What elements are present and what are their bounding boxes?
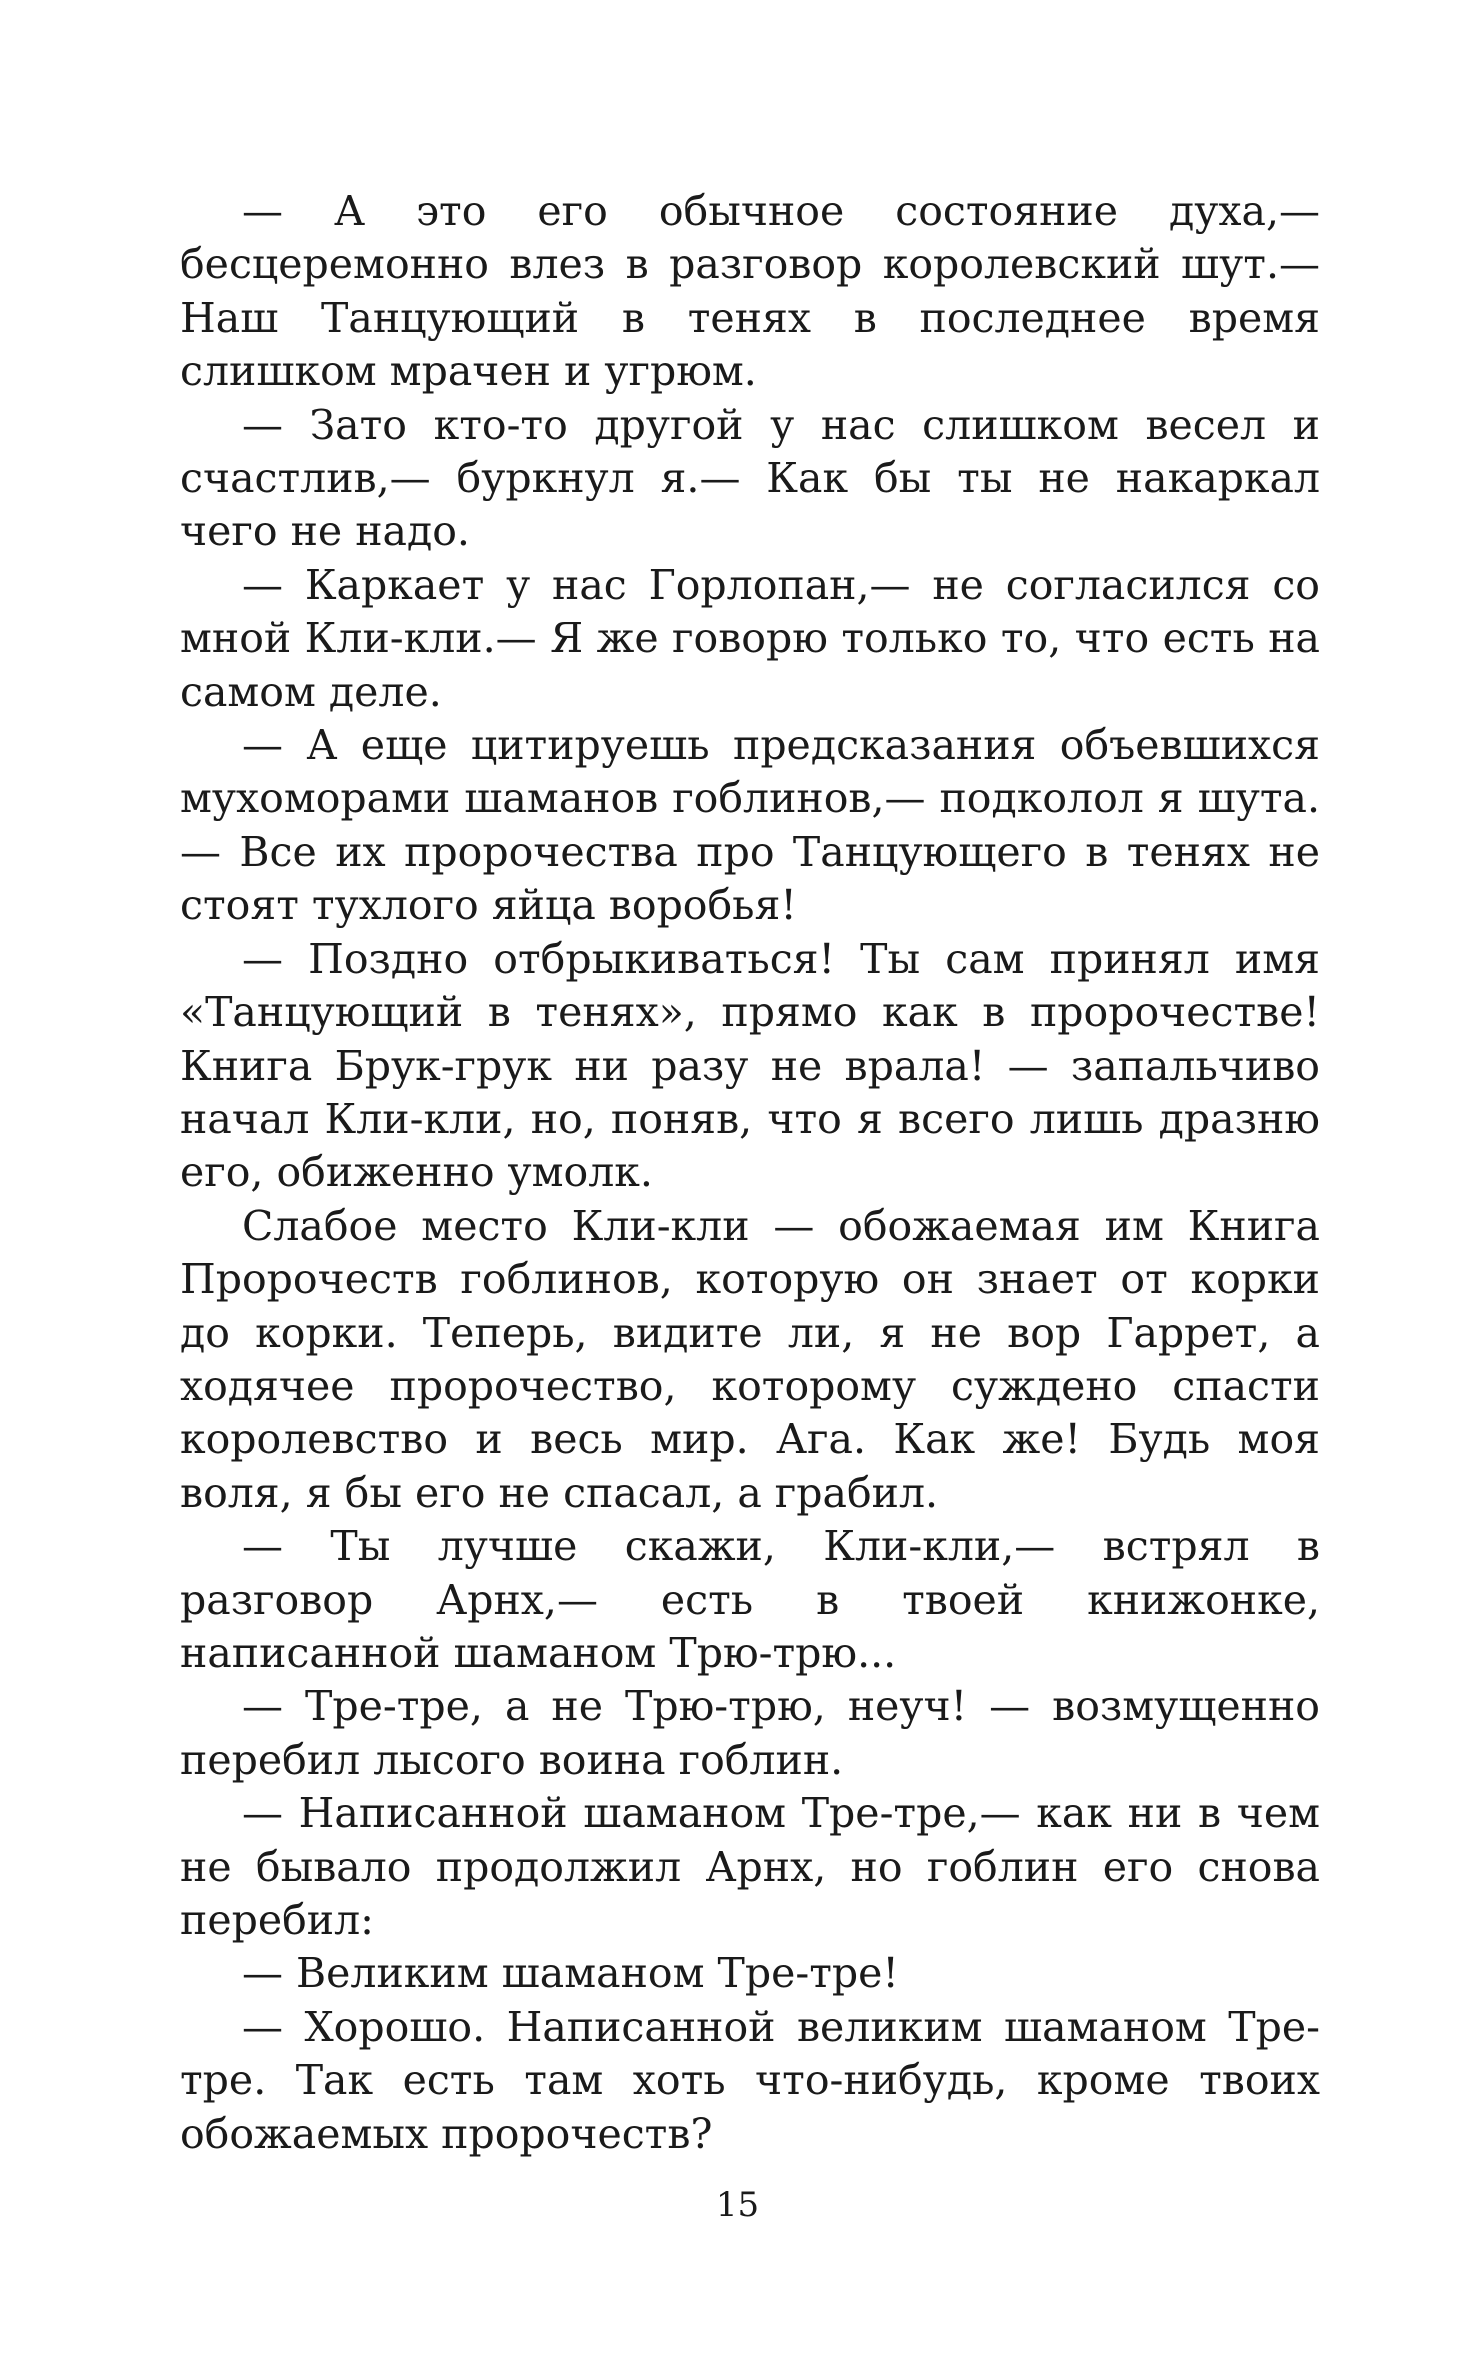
paragraph: — А еще цитируешь предсказания объевшихся мухоморами шаманов гоблинов,— подколол я шута.— Все их пророчества про Танцующего в тенях не стоят тухлого яйца воробья! [180,721,1320,930]
paragraph: — Тре-тре, а не Трю-трю, неуч! — возмущенно перебил лысого воина гоблин. [180,1682,1320,1784]
paragraph: — Зато кто-то другой у нас слишком весел и счастлив,— буркнул я.— Как бы ты не накаркал чего не надо. [180,400,1320,556]
paragraph: — Написанной шаманом Тре-тре,— как ни в чем не бывало продолжил Арнх, но гоблин его снова перебил: [180,1789,1320,1944]
page-body-text [180,185,1320,2161]
paragraph: — Великим шаманом Тре-тре! [242,1949,899,1998]
paragraph: — Поздно отбрыкиваться! Ты сам принял имя «Танцующий в тенях», прямо как в пророчестве! Книга Брук-грук ни разу не врала! — запальчиво начал Кли-кли, но, поняв, что я всего лишь дразню его, обиженно умолк. [180,934,1320,1197]
paragraph: Слабое место Кли-кли — обожаемая им Книга Пророчеств гоблинов, которую он знает от корки до корки. Теперь, видите ли, я не вор Гаррет, а ходячее пророчество, которому суждено спасти королевство и весь мир. Ага. Как же! Будь моя воля, я бы его не спасал, а грабил. [180,1201,1320,1517]
paragraph: — А это его обычное состояние духа,— бесцеремонно влез в разговор королевский шут.— Наш Танцующий в тенях в последнее время слишком мрачен и угрюм. [180,187,1320,396]
paragraph: — Каркает у нас Горлопан,— не согласился со мной Кли-кли.— Я же говорю только то, что есть на самом деле. [180,560,1320,716]
paragraph: — Хорошо. Написанной великим шаманом Тре-тре. Так есть там хоть что-нибудь, кроме твоих обожаемых пророчеств? [180,2002,1320,2158]
paragraph: — Ты лучше скажи, Кли-кли,— встрял в разговор Арнх,— есть в твоей книжонке, написанной шаманом Трю-трю... [180,1522,1320,1677]
page-number: 15 [715,2185,760,2225]
